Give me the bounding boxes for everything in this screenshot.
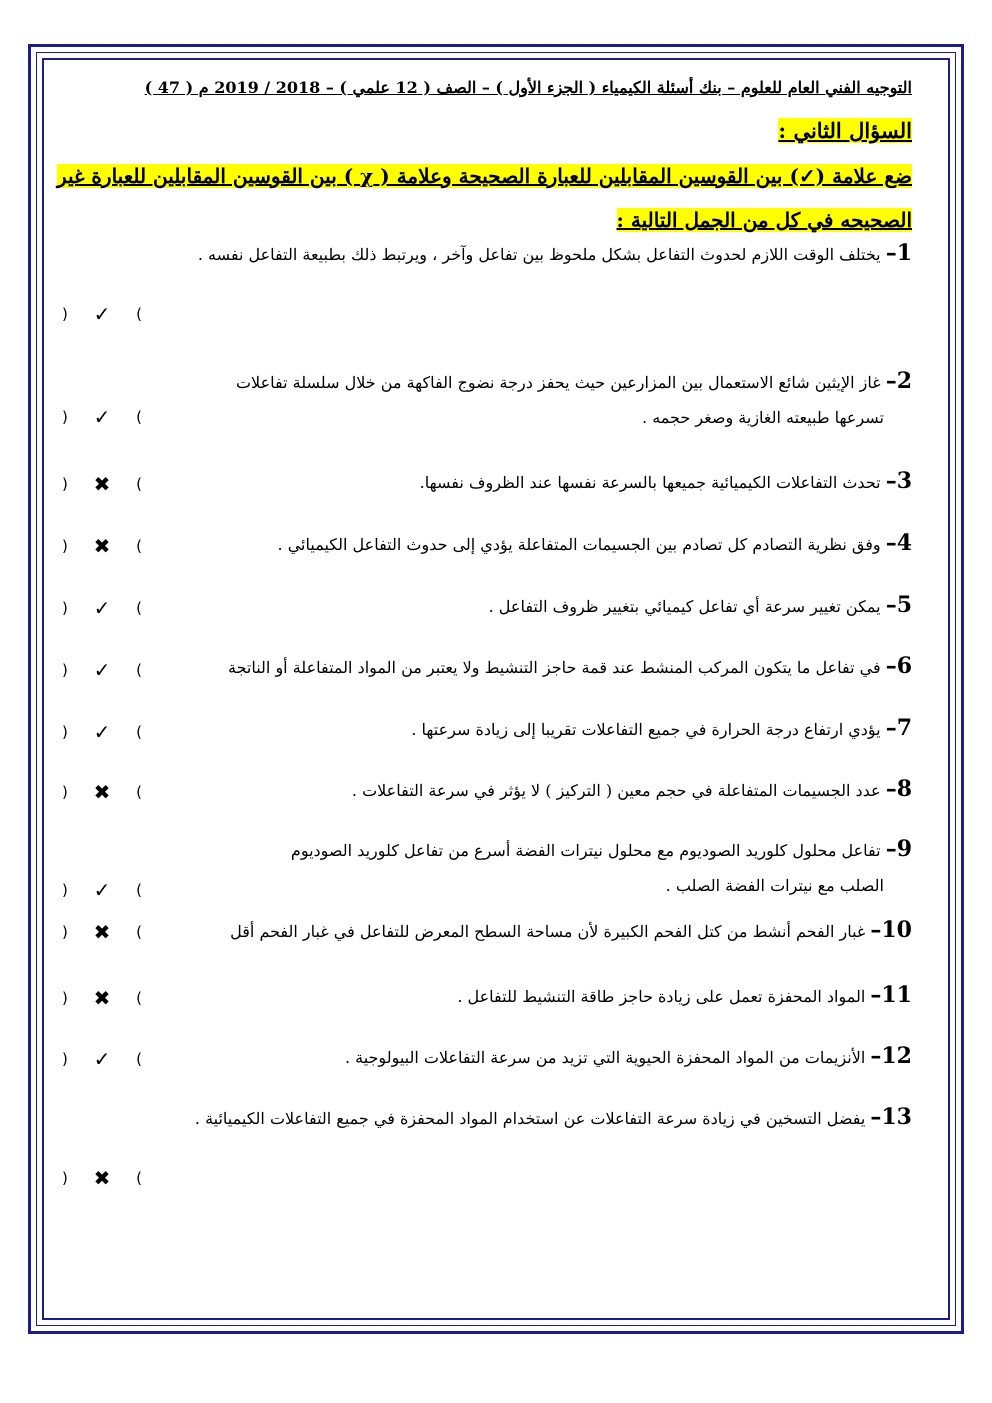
cross-mark-icon: ✖	[93, 986, 111, 1010]
answer-brackets	[62, 780, 142, 804]
check-mark-icon: ✓	[93, 1047, 111, 1071]
question-title	[778, 118, 912, 143]
statement-number: 13–	[870, 1104, 912, 1130]
answer-brackets	[62, 596, 142, 620]
open-paren: (	[136, 537, 142, 555]
close-paren: )	[62, 783, 68, 801]
answer-brackets	[62, 720, 142, 744]
instruction	[52, 154, 912, 242]
statement-number: 4–	[885, 530, 912, 556]
statement-text: غبار الفحم أنشط من كتل الفحم الكبيرة لأن مساحة السطح المعرض للتفاعل في غبار الفحم أقل	[230, 922, 871, 941]
statement-item	[72, 776, 912, 802]
statement-text: يختلف الوقت اللازم لحدوث التفاعل بشكل ملحوظ بين تفاعل وآخر ، ويرتبط ذلك بطبيعة التفاعل نفسه .	[197, 245, 886, 264]
statement-item	[72, 530, 912, 556]
close-paren: )	[62, 1169, 68, 1187]
statement-item	[72, 592, 912, 618]
statement-text: تفاعل محلول كلوريد الصوديوم مع محلول نيترات الفضة أسرع من تفاعل كلوريد الصوديوم	[290, 841, 886, 860]
answer-brackets	[62, 1047, 142, 1071]
close-paren: )	[62, 599, 68, 617]
question-title-text: السؤال الثاني :	[778, 118, 912, 143]
statement-item	[72, 468, 912, 494]
statement-text-continued: الصلب مع نيترات الفضة الصلب .	[665, 876, 884, 895]
check-mark-icon: ✓	[93, 302, 111, 326]
open-paren: (	[136, 599, 142, 617]
check-mark-icon: ✓	[93, 596, 111, 620]
statement-item	[72, 368, 912, 427]
close-paren: )	[62, 923, 68, 941]
close-paren: )	[62, 723, 68, 741]
close-paren: )	[62, 881, 68, 899]
statement-number: 10–	[870, 917, 912, 943]
statement-text-continued: تسرعها طبيعته الغازية وصغر حجمه .	[642, 408, 884, 427]
statement-item	[72, 1043, 912, 1069]
cross-mark-icon: ✖	[93, 1166, 111, 1190]
cross-mark-icon: ✖	[93, 780, 111, 804]
check-mark-icon: ✓	[93, 405, 111, 429]
close-paren: )	[62, 305, 68, 323]
cross-mark-icon: ✖	[93, 534, 111, 558]
statement-text: يفضل التسخين في زيادة سرعة التفاعلات عن استخدام المواد المحفزة في جميع التفاعلات الكيميائية .	[194, 1109, 871, 1128]
statement-text: وفق نظرية التصادم كل تصادم بين الجسيمات المتفاعلة يؤدي إلى حدوث التفاعل الكيميائي .	[277, 535, 886, 554]
statement-number: 8–	[885, 776, 912, 802]
open-paren: (	[136, 989, 142, 1007]
open-paren: (	[136, 1169, 142, 1187]
statement-item	[72, 653, 912, 679]
close-paren: )	[62, 537, 68, 555]
statement-text: عدد الجسيمات المتفاعلة في حجم معين ( التركيز ) لا يؤثر في سرعة التفاعلات .	[351, 781, 886, 800]
statement-number: 7–	[885, 715, 912, 741]
statement-item	[72, 982, 912, 1008]
statement-text: يؤدي ارتفاع درجة الحرارة في جميع التفاعلات تقريبا إلى زيادة سرعتها .	[411, 720, 886, 739]
close-paren: )	[62, 475, 68, 493]
close-paren: )	[62, 661, 68, 679]
open-paren: (	[136, 881, 142, 899]
statement-text: في تفاعل ما يتكون المركب المنشط عند قمة حاجز التنشيط ولا يعتبر من المواد المتفاعلة أو الناتجة	[227, 658, 886, 677]
open-paren: (	[136, 923, 142, 941]
answer-brackets	[62, 534, 142, 558]
instruction-text: ضع علامة (✓) بين القوسين المقابلين للعبارة الصحيحة وعلامة ( χ ) بين القوسين المقابلين للعبارة غير الصحيحه في كل من الجمل التالية :	[56, 164, 912, 232]
statement-item	[72, 917, 912, 943]
statement-text: يمكن تغيير سرعة أي تفاعل كيميائي بتغيير ظروف التفاعل .	[488, 597, 886, 616]
cross-mark-icon: ✖	[93, 920, 111, 944]
check-mark-icon: ✓	[93, 878, 111, 902]
answer-brackets	[62, 1166, 142, 1190]
statement-number: 3–	[885, 468, 912, 494]
statement-number: 5–	[885, 592, 912, 618]
close-paren: )	[62, 1050, 68, 1068]
answer-brackets	[62, 986, 142, 1010]
statement-item	[72, 836, 912, 895]
answer-brackets	[62, 658, 142, 682]
open-paren: (	[136, 661, 142, 679]
statement-item	[72, 1104, 912, 1130]
answer-brackets	[62, 472, 142, 496]
statement-number: 12–	[870, 1043, 912, 1069]
statement-number: 11–	[870, 982, 912, 1008]
statement-item	[72, 715, 912, 741]
statement-number: 2–	[885, 368, 912, 394]
statement-text: الأنزيمات من المواد المحفزة الحيوية التي تزيد من سرعة التفاعلات البيولوجية .	[344, 1048, 871, 1067]
open-paren: (	[136, 723, 142, 741]
statement-number: 9–	[885, 836, 912, 862]
check-mark-icon: ✓	[93, 720, 111, 744]
statement-text: تحدث التفاعلات الكيميائية جميعها بالسرعة نفسها عند الظروف نفسها.	[419, 473, 886, 492]
open-paren: (	[136, 475, 142, 493]
page-header: التوجيه الفني العام للعلوم – بنك أسئلة الكيمياء ( الجزء الأول ) – الصف ( 12 علمي ) – 2018 / 2019 م ( 47 )	[144, 78, 912, 97]
cross-mark-icon: ✖	[93, 472, 111, 496]
close-paren: )	[62, 408, 68, 426]
answer-brackets	[62, 920, 142, 944]
open-paren: (	[136, 1050, 142, 1068]
answer-brackets	[62, 302, 142, 326]
answer-brackets	[62, 405, 142, 429]
statement-text: المواد المحفزة تعمل على زيادة حاجز طاقة التنشيط للتفاعل .	[457, 987, 871, 1006]
answer-brackets	[62, 878, 142, 902]
statement-text: غاز الإيثين شائع الاستعمال بين المزارعين حيث يحفز درجة نضوج الفاكهة من خلال سلسلة تفاعلات	[235, 373, 886, 392]
open-paren: (	[136, 305, 142, 323]
statement-number: 6–	[885, 653, 912, 679]
check-mark-icon: ✓	[93, 658, 111, 682]
open-paren: (	[136, 408, 142, 426]
open-paren: (	[136, 783, 142, 801]
statement-item	[72, 240, 912, 266]
close-paren: )	[62, 989, 68, 1007]
statement-number: 1–	[885, 240, 912, 266]
